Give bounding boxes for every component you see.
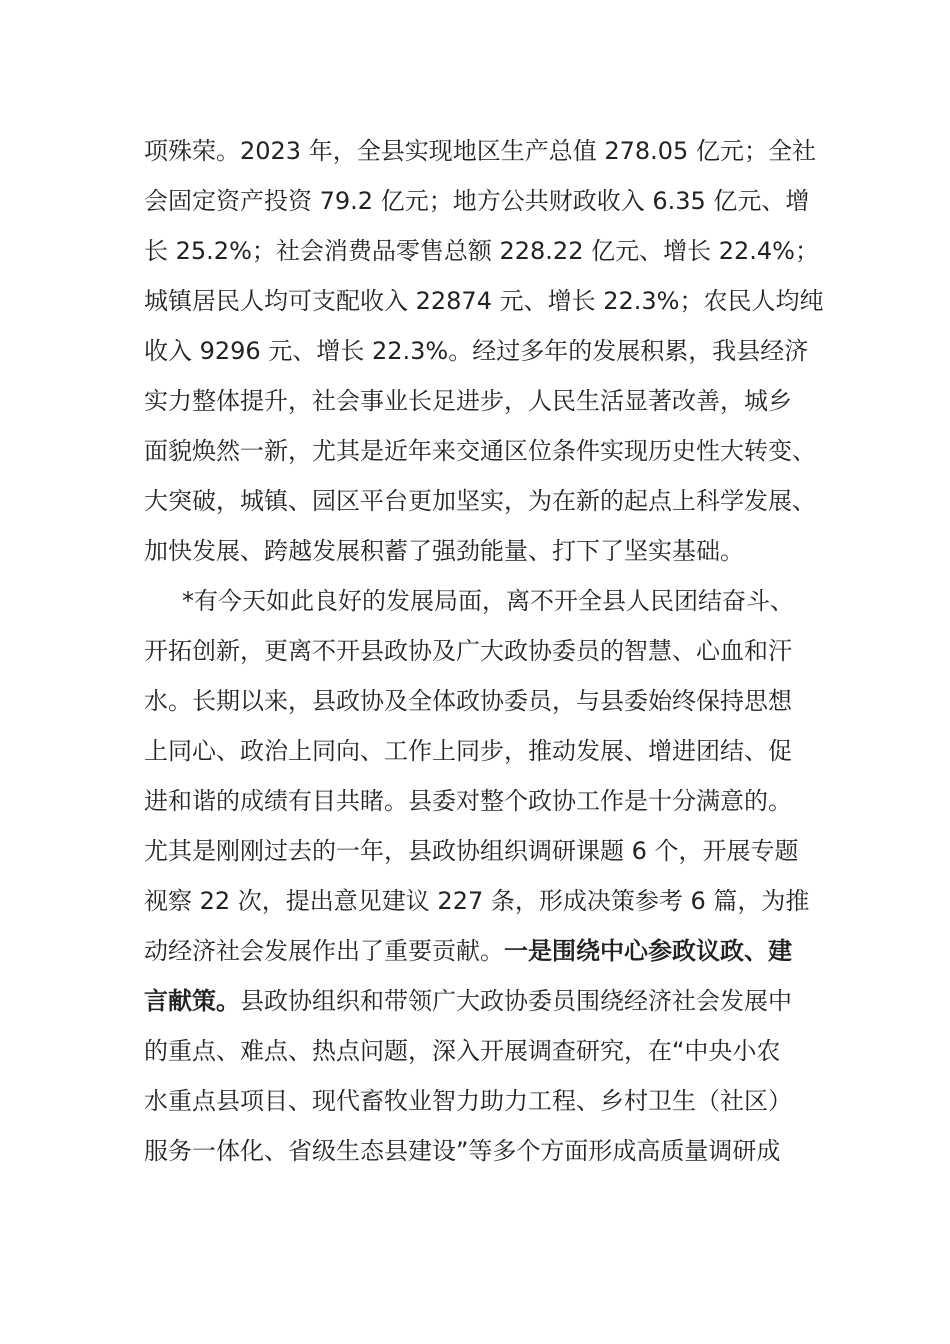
text-line: 进和谐的成绩有目共睹。县委对整个政协工作是十分满意的。 xyxy=(144,787,792,815)
text-line: 会固定资产投资 79.2 亿元；地方公共财政收入 6.35 亿元、增 xyxy=(144,187,810,215)
text-line: 项殊荣。2023 年，全县实现地区生产总值 278.05 亿元；全社 xyxy=(144,137,816,165)
text-line: 水重点县项目、现代畜牧业智力助力工程、乡村卫生（社区） xyxy=(144,1087,792,1115)
text-line: 水。长期以来，县政协及全体政协委员，与县委始终保持思想 xyxy=(144,687,792,715)
body-text xyxy=(144,126,824,1176)
text-line: 尤其是刚刚过去的一年，县政协组织调研课题 6 个，开展专题 xyxy=(144,837,799,865)
text-line: 长 25.2%；社会消费品零售总额 228.22 亿元、增长 22.4%； xyxy=(144,237,819,265)
text-line: 上同心、政治上同向、工作上同步，推动发展、增进团结、促 xyxy=(144,737,792,765)
text-line: 的重点、难点、热点问题，深入开展调查研究，在“中央小农 xyxy=(144,1037,781,1065)
text-line-mixed xyxy=(144,976,809,1026)
paragraph-cppcc xyxy=(144,576,809,1176)
text-line: 实力整体提升，社会事业长足进步，人民生活显著改善，城乡 xyxy=(144,387,792,415)
text-line: 城镇居民人均可支配收入 22874 元、增长 22.3%；农民人均纯 xyxy=(144,287,824,315)
text-line: 服务一体化、省级生态县建设”等多个方面形成高质量调研成 xyxy=(144,1137,781,1165)
text-line-mixed xyxy=(144,926,809,976)
text-line: 加快发展、跨越发展积蓄了强劲能量、打下了坚实基础。 xyxy=(144,537,744,565)
text-line: 开拓创新，更离不开县政协及广大政协委员的智慧、心血和汗 xyxy=(144,637,792,665)
text-line: 大突破，城镇、园区平台更加坚实，为在新的起点上科学发展、 xyxy=(144,487,816,515)
bold-heading-run: 一是围绕中心参政议政、建 xyxy=(504,937,792,965)
bold-heading-run: 言献策。 xyxy=(144,987,240,1015)
text-line: *有今天如此良好的发展局面，离不开全县人民团结奋斗、 xyxy=(182,587,794,615)
text-line: 视察 22 次，提出意见建议 227 条，形成决策参考 6 篇，为推 xyxy=(144,887,810,915)
paragraph-economy xyxy=(144,126,824,576)
text-run: 动经济社会发展作出了重要贡献。 xyxy=(144,937,504,965)
text-run: 县政协组织和带领广大政协委员围绕经济社会发展中 xyxy=(240,987,792,1015)
text-line: 面貌焕然一新，尤其是近年来交通区位条件实现历史性大转变、 xyxy=(144,437,816,465)
text-line: 收入 9296 元、增长 22.3%。经过多年的发展积累，我县经济 xyxy=(144,337,809,365)
